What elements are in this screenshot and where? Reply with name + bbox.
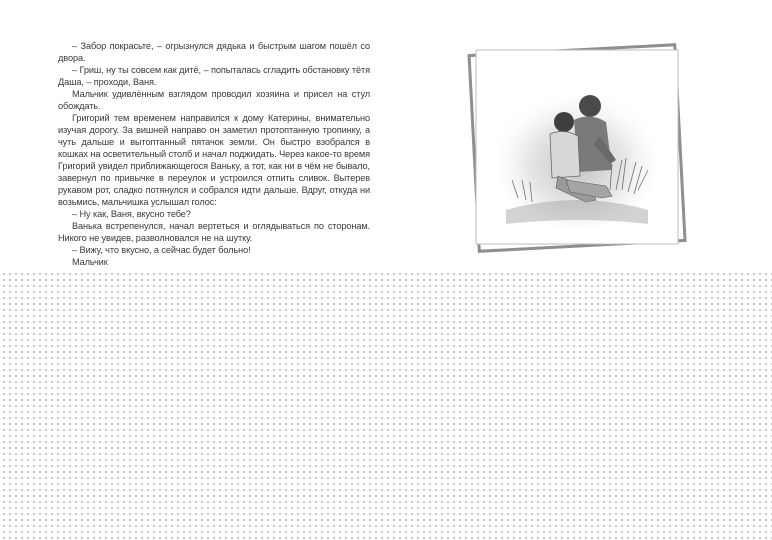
paragraph: – Забор покрасьте, – огрызнулся дядька и быстрым шагом пошёл со двора. bbox=[58, 41, 370, 63]
paragraph: Мальчик удивлённым взглядом проводил хозяина и присел на стул обождать. bbox=[58, 89, 370, 111]
paragraph: Мальчик bbox=[72, 257, 108, 267]
text-column bbox=[58, 40, 370, 280]
paragraph: Григорий тем временем направился к дому Катерины, внимательно изучая дорогу. За вишней направо он заметил протоптанную тропинку, а чуть дальше и вытоптанный пятачок земли. Он быстро взобрался в кошках на осветительный столб и начал поджидать. Через какое-то время Григорий увидел приближающегося Ваньку, а тот, как ни в чём не бывало, завернул по привычке в переулок и устроился отпить сливок. Вытерев рукавом рот, сладко потянулся и собрался идти дальше. Вдруг, откуда ни возьмись, мальчишка услышал голос: bbox=[58, 113, 371, 207]
paragraph: Ванька встрепенулся, начал вертеться и оглядываться по сторонам. Никого не увидев, разволновался не на шутку. bbox=[58, 221, 370, 243]
paragraph: – Гриш, ну ты совсем как дитё, – попыталась сгладить обстановку тётя Даша, – проходи, Ваня. bbox=[58, 65, 370, 87]
paragraph: – Ну как, Ваня, вкусно тебе? bbox=[72, 209, 191, 219]
dot-pattern-overlay bbox=[0, 270, 772, 540]
paragraph: – Вижу, что вкусно, а сейчас будет больно! bbox=[72, 245, 251, 255]
illustration-photo bbox=[466, 40, 688, 254]
